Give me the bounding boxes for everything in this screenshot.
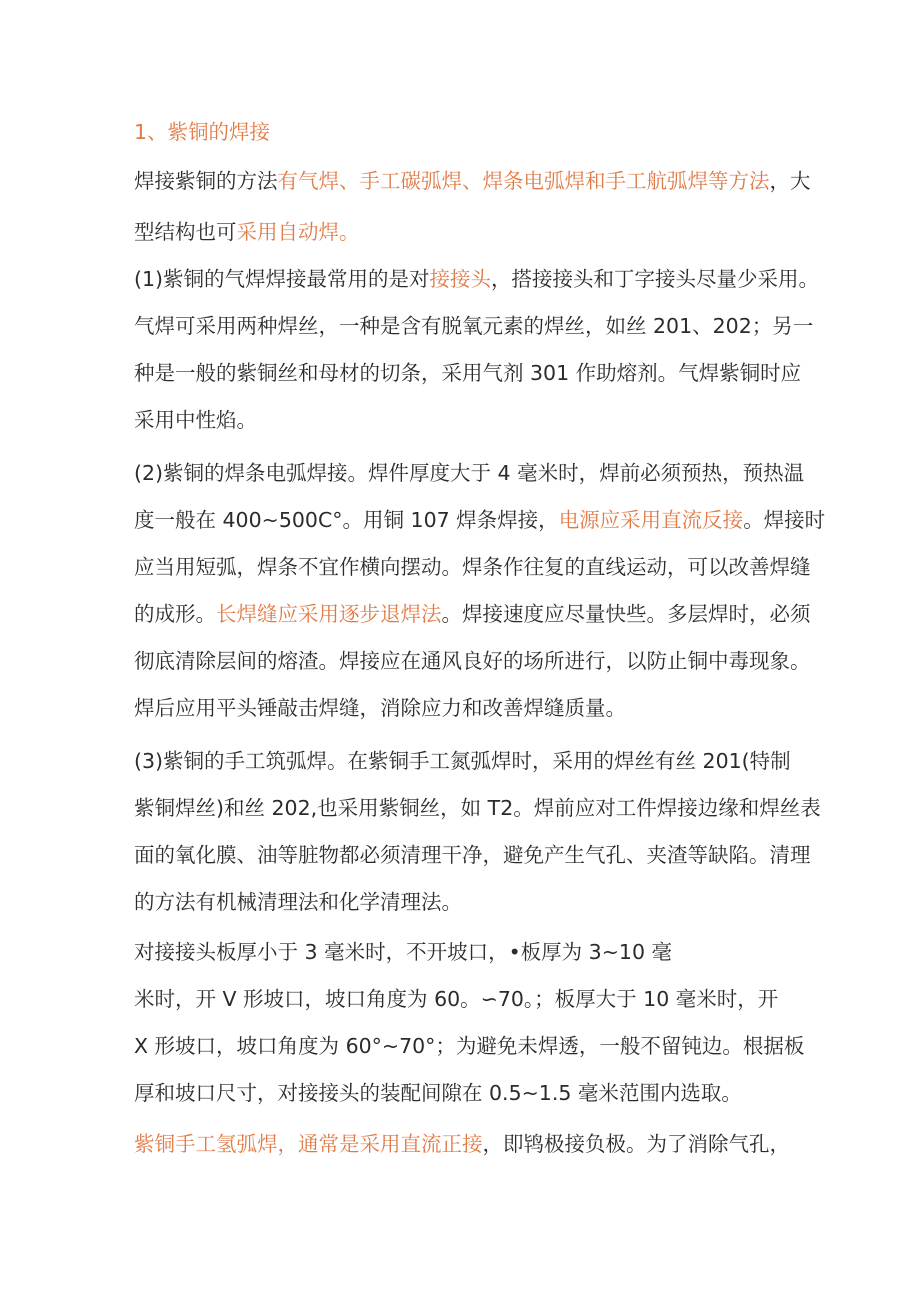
highlighted-text: 接接头 [429, 267, 492, 291]
paragraph-line [134, 939, 814, 965]
paragraph-line [134, 889, 814, 915]
text-segment: 气焊可采用两种焊丝，一种是含有脱氧元素的焊丝，如丝 201、202；另一 [134, 314, 814, 338]
paragraph-line [134, 168, 814, 194]
highlighted-text: 电源应采用直流反接 [558, 508, 744, 532]
text-segment: 厚和坡口尺寸，对接接头的装配间隙在 0.5~1.5 毫米范围内选取。 [134, 1081, 742, 1105]
paragraph-line [134, 507, 826, 533]
text-segment: 型结构也可 [134, 220, 237, 244]
section-heading: 1、紫铜的焊接 [134, 120, 271, 144]
paragraph-line [134, 842, 814, 868]
text-segment: 对接接头板厚小于 3 毫米时，不开坡口，•板厚为 3~10 毫 [134, 940, 673, 964]
text-segment: 彻底清除层间的熔渣。焊接应在通风良好的场所进行，以防止铜中毒现象。 [134, 649, 811, 673]
paragraph-line [134, 407, 814, 433]
text-segment: 度一般在 400~500C°。用铜 107 焊条焊接， [134, 508, 559, 532]
paragraph-line [134, 460, 814, 486]
text-segment: 的成形。 [134, 602, 216, 626]
highlighted-text: 紫铜手工氢弧焊，通常是采用直流正接 [134, 1132, 483, 1156]
paragraph-line [134, 554, 814, 580]
highlighted-text: 长焊缝应采用逐步退焊法 [216, 602, 442, 626]
paragraph-line [134, 986, 814, 1012]
paragraph-line [134, 1080, 814, 1106]
paragraph-line [134, 313, 814, 339]
paragraph-line [134, 648, 814, 674]
highlighted-text: 采用自动焊。 [236, 220, 360, 244]
paragraph-line [134, 601, 814, 627]
paragraph-line [134, 748, 814, 774]
text-segment: 焊后应用平头锤敲击焊缝，消除应力和改善焊缝质量。 [134, 696, 626, 720]
text-segment: 。焊接时 [743, 508, 826, 532]
paragraph-line [134, 1033, 814, 1059]
text-segment: (3)紫铜的手工筑弧焊。在紫铜手工氮弧焊时，采用的焊丝有丝 201(特制 [134, 749, 791, 773]
text-segment: ，即鸨极接负极。为了消除气孔， [482, 1132, 790, 1156]
paragraph-line [134, 219, 814, 245]
paragraph-line [134, 1131, 814, 1157]
paragraph-line [134, 695, 814, 721]
text-segment: 米时，开 V 形坡口，坡口角度为 60。∽70。；板厚大于 10 毫米时，开 [134, 987, 779, 1011]
text-segment: 的方法有机械清理法和化学清理法。 [134, 890, 462, 914]
text-segment: X 形坡口，坡口角度为 60°~70°；为避免未焊透，一般不留钝边。根据板 [134, 1034, 805, 1058]
text-segment: 面的氧化膜、油等脏物都必须清理干净，避免产生气孔、夹渣等缺陷。清理 [134, 843, 811, 867]
text-segment: ，搭接接头和丁字接头尽量少采用。 [491, 267, 820, 291]
text-segment: 紫铜焊丝)和丝 202,也采用紫铜丝，如 T2。焊前应对工件焊接边缘和焊丝表 [134, 796, 821, 820]
text-segment: ，大 [769, 169, 811, 193]
highlighted-text: 有气焊、手工碳弧焊、焊条电弧焊和手工航弧焊等方法 [277, 169, 770, 193]
paragraph-line [134, 795, 821, 821]
text-segment: 焊接紫铜的方法 [134, 169, 278, 193]
text-segment: (1)紫铜的气焊焊接最常用的是对 [134, 267, 430, 291]
text-segment: (2)紫铜的焊条电弧焊接。焊件厚度大于 4 毫米时，焊前必须预热，预热温 [134, 461, 805, 485]
text-segment: 采用中性焰。 [134, 408, 257, 432]
text-segment: 种是一般的紫铜丝和母材的切条，采用气剂 301 作助熔剂。气焊紫铜时应 [134, 361, 802, 385]
text-segment: 。焊接速度应尽量快些。多层焊时，必须 [441, 602, 811, 626]
paragraph-line [134, 360, 814, 386]
text-segment: 应当用短弧，焊条不宜作横向摆动。焊条作往复的直线运动，可以改善焊缝 [134, 555, 811, 579]
paragraph-line [134, 266, 820, 292]
